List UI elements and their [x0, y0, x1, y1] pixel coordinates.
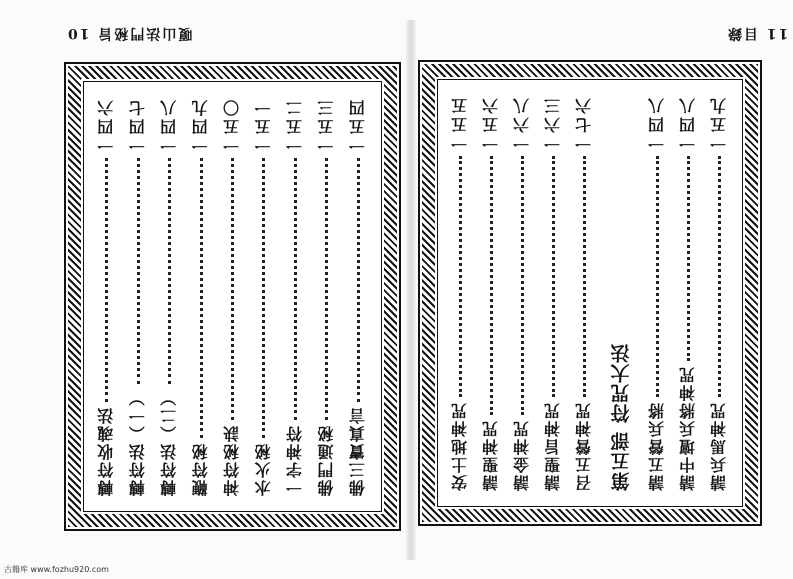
toc-entry-page: 一四六 — [96, 97, 116, 154]
toc-entry-title: 請五營兵將 — [647, 401, 667, 491]
toc-entry — [543, 95, 563, 491]
toc-entry-page: 一五六 — [481, 95, 501, 152]
right-page-header: 11 目錄 — [726, 25, 789, 41]
toc-entry-page: 一五一 — [253, 97, 273, 154]
toc-entry-title: 轉符法（一） — [128, 388, 148, 496]
toc-entry-title: 召五營神咒 — [574, 401, 594, 491]
toc-entry — [450, 95, 470, 491]
right-page-border — [418, 60, 762, 526]
dot-leader — [231, 158, 234, 420]
toc-entry-page: 一六三 — [543, 95, 563, 152]
toc-entry-page: 一四八 — [159, 97, 179, 154]
toc-entry-page: 一四九 — [191, 97, 211, 154]
toc-entry-title: 請中壇兵將神咒 — [678, 365, 698, 491]
toc-entry-page: 一五九 — [709, 95, 729, 152]
dot-leader — [583, 156, 586, 397]
dot-leader — [718, 156, 721, 397]
toc-entry-page: 一四八 — [647, 95, 667, 152]
right-page-content — [441, 83, 739, 503]
toc-entry-page: 一六八 — [512, 95, 532, 152]
dot-leader — [262, 158, 265, 438]
left-page-header: 嗄山法門秘旨 10 — [66, 25, 193, 41]
dot-leader — [200, 158, 203, 438]
toc-entry-page: 一五二 — [285, 97, 305, 154]
toc-entry — [512, 95, 532, 491]
dot-leader — [490, 156, 493, 415]
dot-leader — [459, 156, 462, 397]
toc-entry — [193, 97, 209, 496]
toc-entry — [574, 95, 594, 491]
toc-entry-title: 水火秘 — [253, 442, 273, 496]
dot-leader — [552, 156, 555, 397]
toc-entry — [287, 97, 303, 496]
toc-entry-title: 請金神咒 — [512, 419, 532, 491]
toc-entry-page: 一四八 — [678, 95, 698, 152]
dot-leader — [137, 158, 140, 384]
toc-entry-title: 請聖神咒 — [481, 419, 501, 491]
section-heading: 第五部 符咒大法 — [610, 343, 633, 491]
toc-entry — [130, 97, 146, 496]
site-watermark: 古籍库 www.fozhu920.com — [4, 565, 109, 574]
toc-entry-page: 一五五 — [450, 95, 470, 152]
dot-leader — [357, 158, 360, 402]
dot-leader — [325, 158, 328, 420]
book-spine — [406, 20, 416, 560]
toc-entry — [350, 97, 366, 496]
toc-entry-title: 神符秘訣 — [222, 424, 242, 496]
toc-entry — [709, 95, 729, 491]
toc-entry — [159, 97, 179, 496]
toc-entry-title: 佛三寶真言 — [348, 406, 368, 496]
toc-entry — [253, 97, 273, 496]
toc-entry — [647, 95, 667, 491]
toc-entry-title: 轉符法（二） — [159, 388, 179, 496]
toc-entry-title: 請聖旨神咒 — [543, 401, 563, 491]
dot-leader — [294, 158, 297, 420]
toc-entry-title: 轉符收魂法 — [96, 406, 116, 496]
dot-leader — [656, 156, 659, 397]
toc-entry — [316, 97, 336, 496]
toc-entry-title: 安土地神咒 — [450, 401, 470, 491]
dot-leader — [521, 156, 524, 415]
toc-entry — [222, 97, 242, 496]
toc-entry-page: 一七六 — [574, 95, 594, 152]
dot-leader — [687, 156, 690, 361]
toc-entry-title: 一字神符 — [285, 424, 305, 496]
toc-entry-title: 鞭符秘 — [191, 442, 211, 496]
left-page-content — [87, 85, 378, 508]
toc-entry-page: 一四七 — [128, 97, 148, 154]
toc-entry — [96, 97, 116, 496]
dot-leader — [105, 158, 108, 402]
toc-entry-page: 一五三 — [316, 97, 336, 154]
toc-entry-title: 請兵馬神咒 — [709, 401, 729, 491]
toc-entry-page: 一五四 — [348, 97, 368, 154]
toc-entry — [481, 95, 501, 491]
left-page-border — [64, 62, 401, 531]
dot-leader — [168, 158, 171, 384]
toc-entry — [678, 95, 698, 491]
toc-entry-title: 佛門通秘 — [316, 424, 336, 496]
toc-entry-page: 一五〇 — [222, 97, 242, 154]
